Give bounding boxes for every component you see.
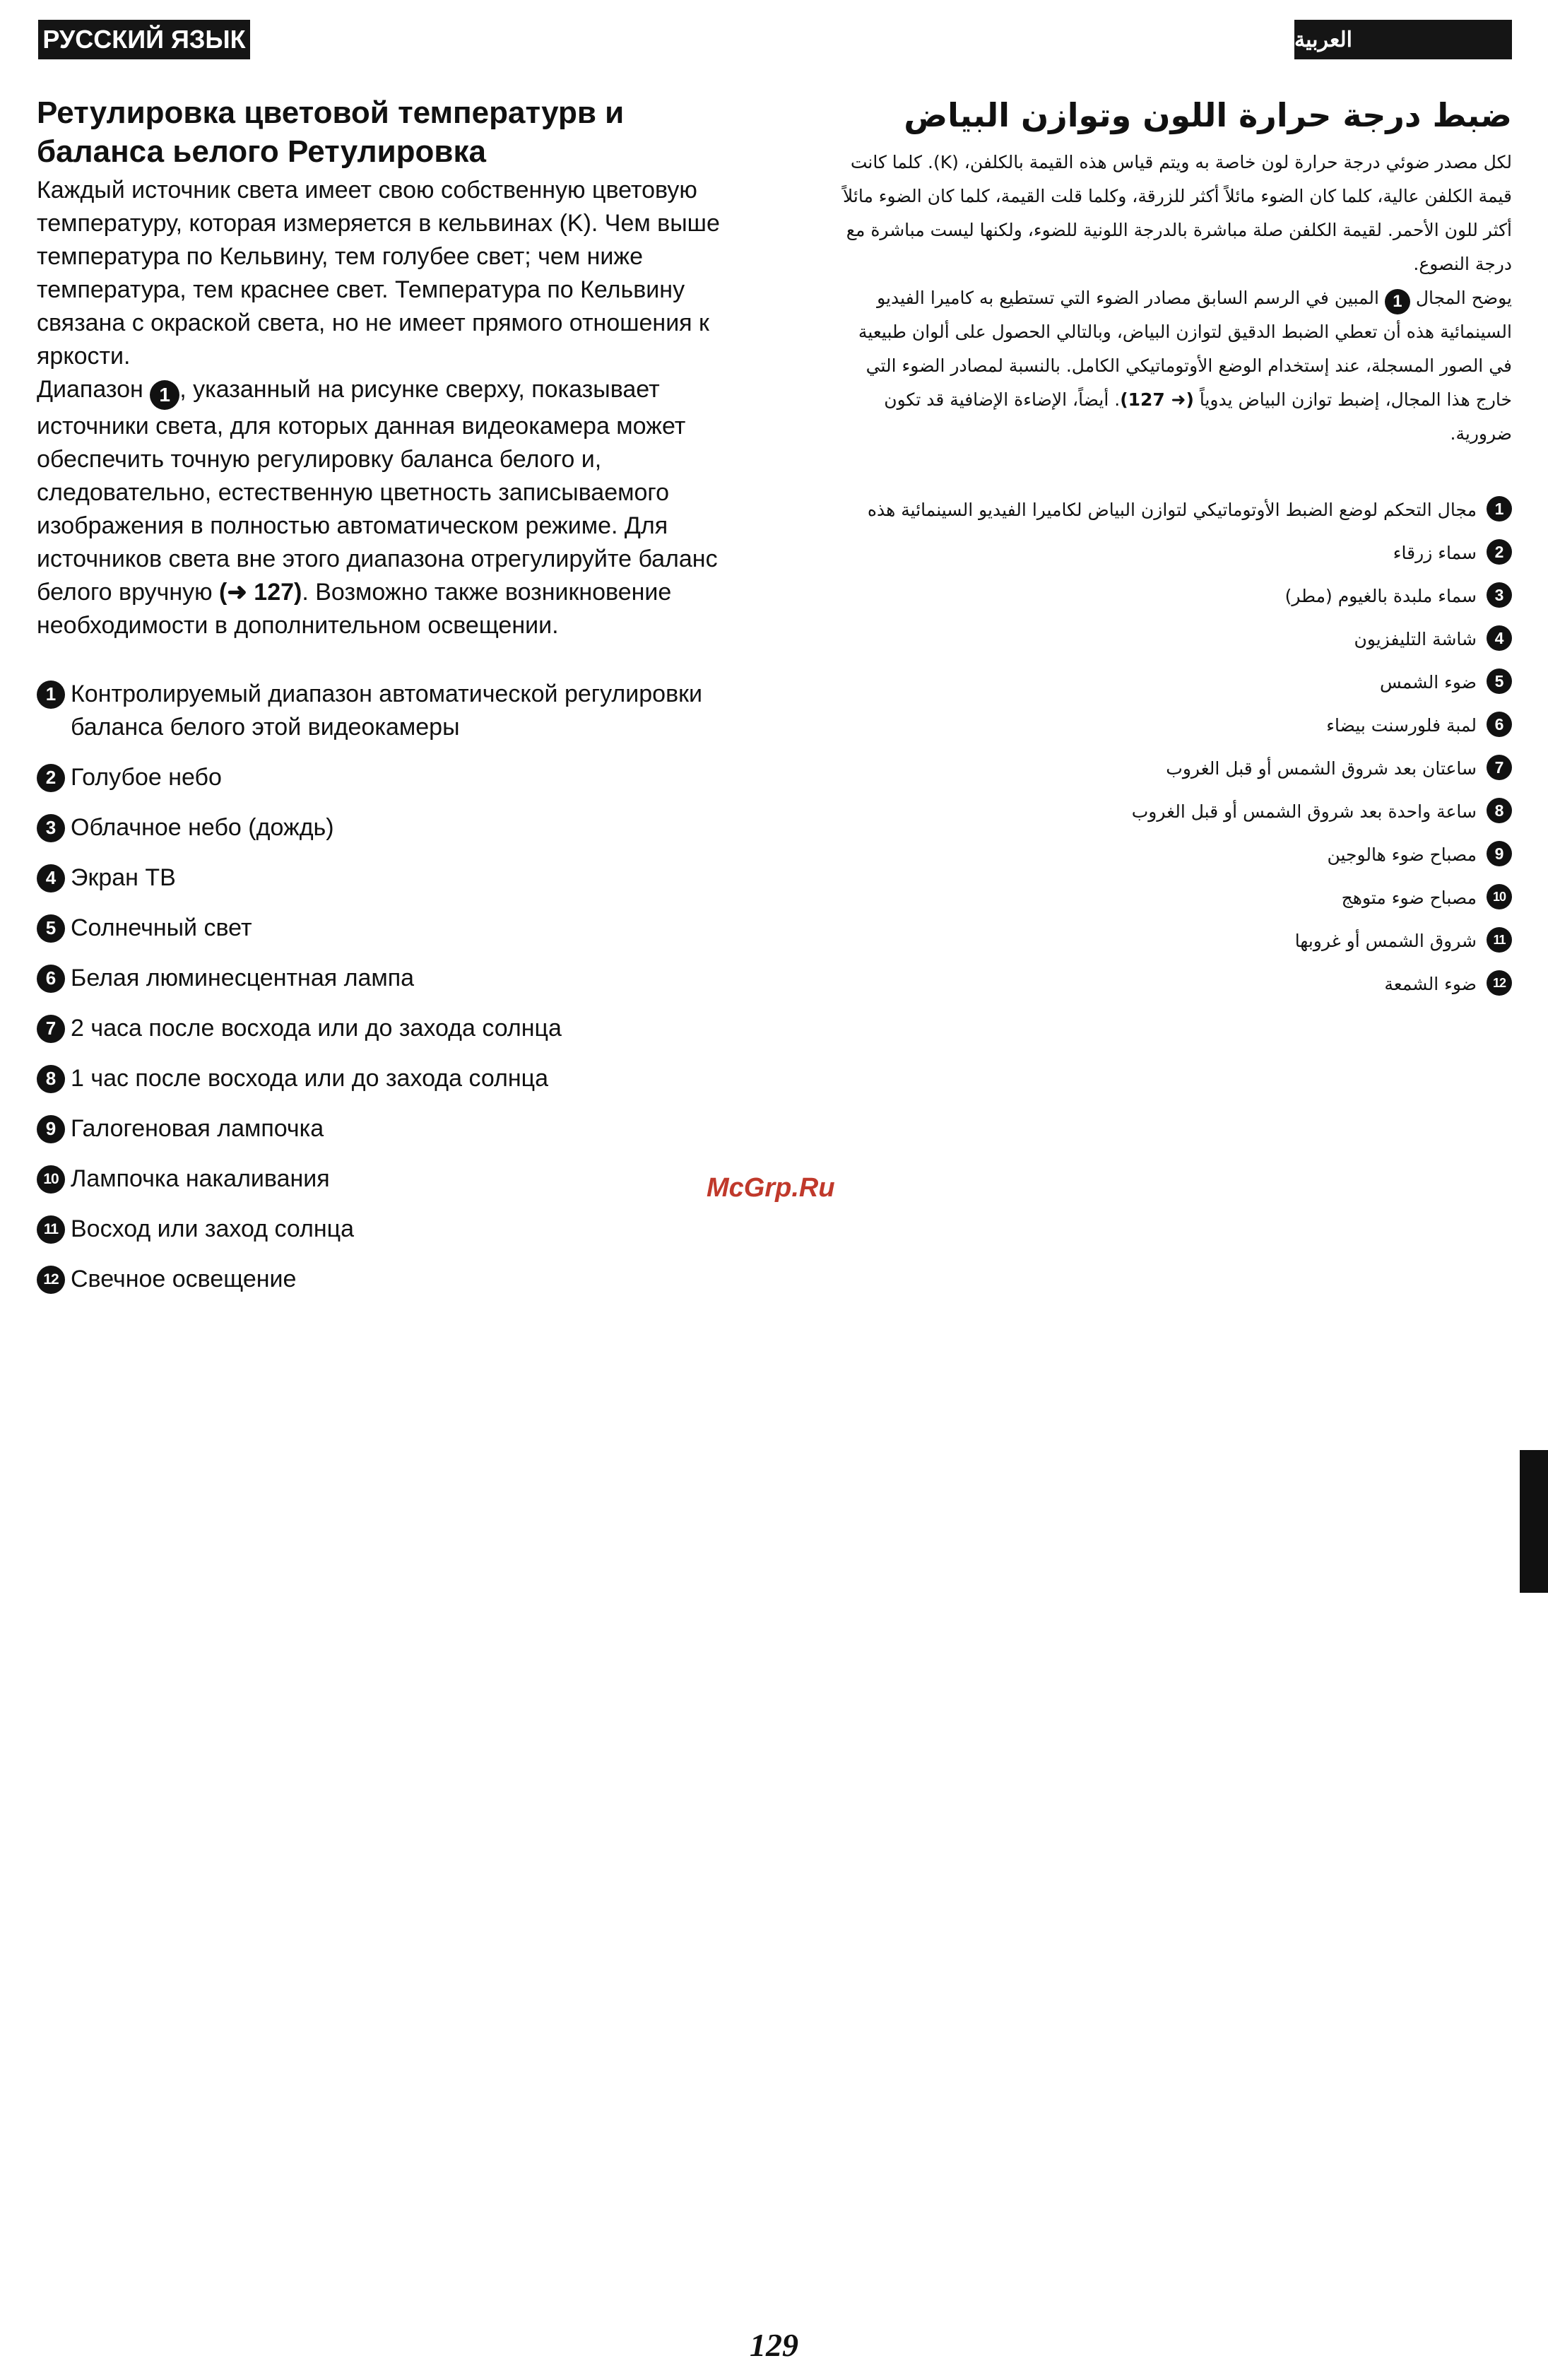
paragraph-text: . Возможно также возникновение необходимости в дополнительном освещении. [37,578,672,639]
legend-item [834,493,1512,527]
legend-item [37,1162,743,1196]
legend-item-text: Свечное освещение [71,1265,297,1292]
arabic-heading: ضبط درجة حرارة اللون وتوازن البياض [904,96,1512,134]
circled-number-9: 9 [1487,841,1512,866]
legend-item [37,1263,743,1296]
circled-number-12: 12 [1487,970,1512,996]
legend-item-text: Голубое небо [71,763,222,791]
legend-item-text: سماء زرقاء [1393,543,1477,563]
legend-item [834,924,1512,958]
watermark: McGrp.Ru [707,1173,835,1203]
legend-item-text: ساعة واحدة بعد شروق الشمس أو قبل الغروب [1131,801,1477,822]
russian-paragraph-2 [37,373,743,642]
legend-item [834,709,1512,743]
legend-item-text: ضوء الشمعة [1384,974,1477,994]
legend-item-text: شاشة التليفزيون [1354,629,1477,649]
arabic-legend-list [834,493,1512,1001]
arabic-paragraph-1: لكل مصدر ضوئي درجة حرارة لون خاصة به ويتم قياس هذه القيمة بالكلفن، (K). كلما كانت قيمة الكلفن عالية، كلما كان الضوء مائلاً أكثر للزرقة، وكلما قلت القيمة، كلما كان الضوء مائلاً أكثر للون الأحمر. لقيمة الكلفن صلة مباشرة بالدرجة اللونية للضوء، ولكنها ليست مباشرة مع درجة النصوع. [842,152,1512,274]
russian-section [37,93,743,1313]
circled-number-4: 4 [37,864,65,892]
circled-number-6: 6 [37,965,65,993]
legend-item-text: Солнечный свет [71,914,252,941]
circled-number-1: 1 [150,380,179,410]
russian-legend-list [37,678,743,1296]
legend-item [834,666,1512,700]
legend-item-text: Экран ТВ [71,864,176,891]
thumb-index-tab [1520,1450,1548,1593]
circled-number-7: 7 [1487,755,1512,780]
legend-item [834,795,1512,829]
circled-number-8: 8 [1487,798,1512,823]
legend-item [37,861,743,895]
circled-number-8: 8 [37,1065,65,1093]
circled-number-4: 4 [1487,625,1512,651]
page-reference: (➜ 127) [1120,389,1194,410]
page-reference: (➜ 127) [219,578,302,606]
circled-number-11: 11 [37,1215,65,1244]
legend-item-text: سماء ملبدة بالغيوم (مطر) [1284,586,1477,606]
russian-paragraph-1: Каждый источник света имеет свою собственную цветовую температуру, которая измеряется в кельвинах (K). Чем выше температура по Кельвину, тем голубее свет; чем ниже температура, тем краснее свет. Температура по Кельвину связана с окраской света, но не имеет прямого отношения к яркости. [37,177,720,370]
circled-number-6: 6 [1487,712,1512,737]
circled-number-10: 10 [1487,884,1512,909]
legend-item-text: لمبة فلورسنت بيضاء [1326,715,1477,736]
language-tab-russian: РУССКИЙ ЯЗЫК [38,20,250,59]
russian-body [37,174,743,642]
legend-item-text: مجال التحكم لوضع الضبط الأوتوماتيكي لتوازن البياض لكاميرا الفيديو السينمائية هذه [867,500,1477,520]
circled-number-10: 10 [37,1165,65,1194]
legend-item [37,962,743,995]
legend-item-text: Восход или заход солнца [71,1215,355,1242]
legend-item-text: 2 часа после восхода или до захода солнца [71,1014,562,1042]
paragraph-text: . أيضاً، الإضاءة الإضافية قد تكون ضرورية. [884,389,1512,444]
circled-number-1: 1 [37,681,65,709]
legend-item [834,579,1512,613]
arabic-paragraph-2 [834,281,1512,451]
legend-item-text: مصباح ضوء متوهج [1341,888,1477,908]
circled-number-12: 12 [37,1266,65,1294]
legend-item [37,678,743,744]
circled-number-5: 5 [1487,668,1512,694]
legend-item [37,1213,743,1246]
circled-number-11: 11 [1487,927,1512,953]
legend-item-text: ضوء الشمس [1379,672,1477,693]
legend-item [37,1012,743,1045]
page-number: 129 [750,2327,798,2363]
circled-number-1: 1 [1487,496,1512,522]
legend-item-text: ساعتان بعد شروق الشمس أو قبل الغروب [1166,758,1477,779]
legend-item-text: Белая люминесцентная лампа [71,964,415,991]
paragraph-text: Диапазон [37,376,143,403]
legend-item [37,1062,743,1095]
circled-number-1: 1 [1385,289,1410,314]
language-tab-arabic: العربية [1294,20,1512,59]
legend-item [834,881,1512,915]
legend-item-text: Контролируемый диапазон автоматической регулировки баланса белого этой видеокамеры [71,680,702,741]
legend-item [37,811,743,844]
legend-item [834,838,1512,872]
arabic-body [834,146,1512,451]
legend-item-text: Облачное небо (дождь) [71,813,334,841]
legend-item-text: مصباح ضوء هالوجين [1327,844,1477,865]
legend-item [834,536,1512,570]
legend-item [37,761,743,794]
circled-number-2: 2 [37,764,65,792]
legend-item-text: Лампочка накаливания [71,1165,330,1192]
circled-number-2: 2 [1487,539,1512,565]
russian-heading: Ретулировка цветовой температурв и баланса ьелого Ретулировка [37,95,625,169]
circled-number-9: 9 [37,1115,65,1143]
circled-number-7: 7 [37,1015,65,1043]
legend-item [37,912,743,945]
circled-number-3: 3 [1487,582,1512,608]
legend-item-text: Галогеновая лампочка [71,1114,324,1142]
legend-item [834,623,1512,656]
arabic-section [834,93,1512,1011]
circled-number-3: 3 [37,814,65,842]
paragraph-text: يوضح المجال [1415,288,1512,308]
legend-item-text: شروق الشمس أو غروبها [1294,931,1477,951]
circled-number-5: 5 [37,914,65,943]
legend-item [834,752,1512,786]
legend-item-text: 1 час после восхода или до захода солнца [71,1064,548,1092]
legend-item [834,967,1512,1001]
paragraph-text: , указанный на рисунке сверху, показывает источники света, для которых данная видеокамера может обеспечить точную регулировку баланса белого и, следовательно, естественную цветность записываемого изображения в полностью автоматическом режиме. Для источников света вне этого диапазона отрегулируйте баланс белого вручную [37,376,718,606]
legend-item [37,1112,743,1145]
paragraph-text: المبين في الرسم السابق مصادر الضوء التي تستطيع به كاميرا الفيديو السينمائية هذه أن تعطي الضبط الدقيق لتوازن البياض، وبالتالي الحصول على ألوان طبيعية في الصور المسجلة، عند إستخدام الوضع الأوتوماتيكي الكامل. بالنسبة لمصادر الضوء التي خارج هذا المجال، إضبط توازن البياض يدوياً [858,288,1512,410]
